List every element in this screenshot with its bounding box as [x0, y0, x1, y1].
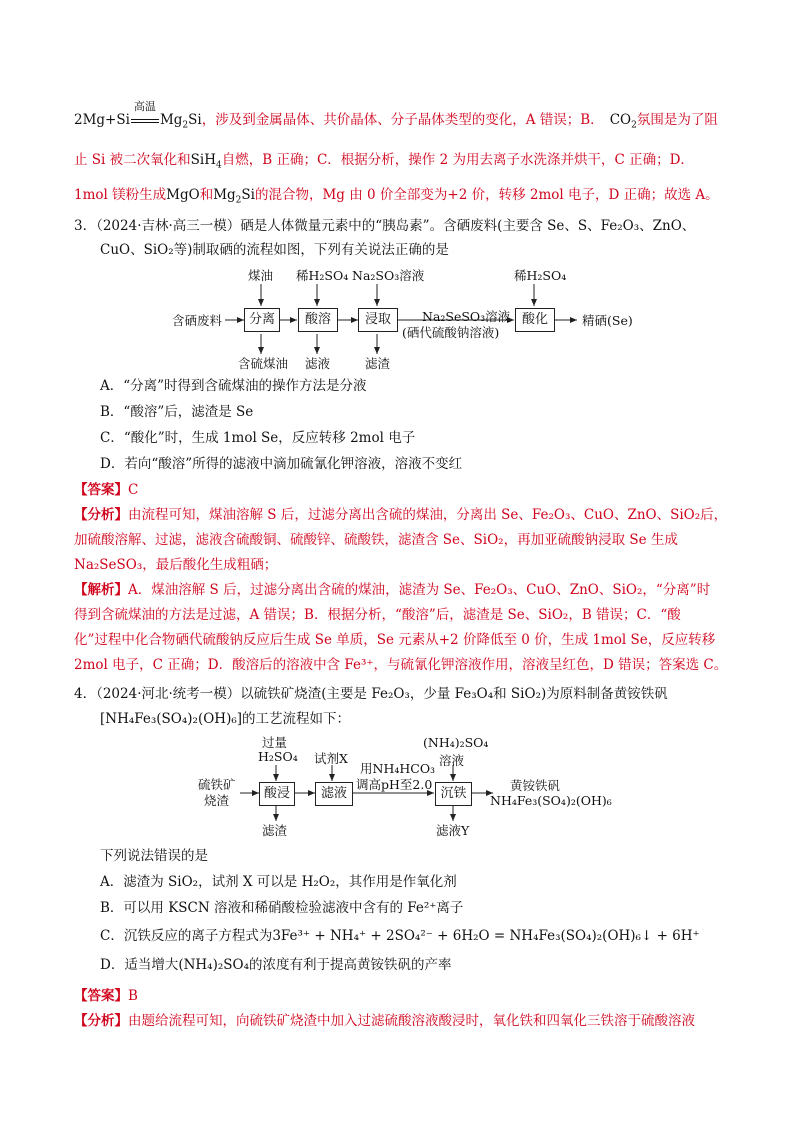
q2-co2-sub: 2: [631, 120, 637, 131]
q2-line-3: [74, 185, 719, 205]
q4-flow-input-2: 烧渣: [204, 793, 230, 808]
q4-flow-top-h2so4: H₂SO₄: [258, 749, 298, 764]
q3-answer-value: C: [128, 482, 139, 498]
q2-line3-b: 和: [199, 187, 214, 203]
q3-flow-box-acidify: 酸化: [515, 308, 555, 332]
q2-sih4-sub: 4: [216, 160, 222, 171]
q3-option-a: A．“分离”时得到含硫煤油的操作方法是分液: [100, 378, 367, 394]
q2-line-1: [74, 100, 718, 131]
q4-flow-box-filtrate: 滤液: [315, 782, 353, 806]
q3-stem-line-1: 3．（2024·吉林·高三一模）硒是人体微量元素中的“胰岛素”。含硒废料(主要含 Se、S、Fe₂O₃、ZnO、: [74, 218, 696, 234]
q2-eq-arrow: [130, 100, 160, 130]
q2-line2-text-b: 自燃，B 正确；C．根据分析，操作 2 为用去离子水洗涤并烘干，C 正确；D．: [221, 152, 694, 168]
q4-flow-top-excess: 过量: [262, 735, 288, 750]
q4-flow-bot-residue: 滤渣: [262, 823, 288, 838]
q3-flow-top-h2so4-2: 稀H₂SO₄: [514, 268, 567, 283]
q3-flow-box-leach: 浸取: [358, 308, 398, 332]
q4-stem-line-1: 4．（2024·河北·统考一模）以硫铁矿烧渣(主要是 Fe₂O₃，少量 Fe₃O₄和 SiO₂)为原料制备黄铵铁矾: [74, 686, 668, 702]
q3-flow-input: 含硒废料: [172, 313, 223, 328]
q3-stem-line-2: CuO、SiO₂等)制取硒的流程如图，下列有关说法正确的是: [100, 242, 449, 258]
q4-flow-top-solution: 溶液: [439, 753, 465, 768]
q4-option-c-equation: 3Fe³⁺ + NH₄⁺ + 2SO₄²⁻ + 6H₂O = NH₄Fe₃(SO₄)₂(OH)₆↓ + 6H⁺: [272, 928, 700, 944]
q4-flow-bot-filtrate-y: 滤液Y: [436, 823, 470, 838]
q3-flow-output: 精硒(Se): [582, 313, 633, 328]
q4-answer-tag: 【答案】: [74, 988, 128, 1004]
q2-mgo: MgO: [166, 187, 200, 203]
q3-flow-box-acid-dissolve: 酸溶: [298, 308, 338, 332]
q4-answer-value: B: [128, 988, 138, 1004]
q2-line1-text-a: ，涉及到金属晶体、共价晶体、分子晶体类型的变化，A 错误；B．: [201, 112, 604, 128]
q2-line2-text-a: 止 Si 被二次氧化和: [74, 152, 191, 168]
q4-option-b: B．可以用 KSCN 溶液和稀硝酸检验滤液中含有的 Fe²⁺离子: [100, 900, 464, 916]
q4-prompt: 下列说法错误的是: [100, 848, 208, 864]
q2-co2: CO: [609, 112, 632, 128]
q4-stem-line-2: [NH₄Fe₃(SO₄)₂(OH)₆]的工艺流程如下：: [100, 711, 351, 727]
q2-sih4: SiH: [190, 152, 216, 168]
q3-analysis-line-3: Na₂SeSO₃，最后酸化生成粗硒；: [74, 557, 278, 573]
q3-flow-top-h2so4: 稀H₂SO₄: [296, 268, 349, 283]
q3-analysis-line-2: 加硫酸溶解、过滤，滤液含硫酸铜、硫酸锌、硫酸铁，滤渣含 Se、SiO₂，再加亚硫酸钠浸取 Se 生成: [74, 532, 678, 548]
q3-explain-line-3: 化”过程中化合物硒代硫酸钠反应后生成 Se 单质，Se 元素从+2 价降低至 0 价，生成 1mol Se，反应转移: [74, 632, 716, 648]
q3-flow-top-kerosene: 煤油: [248, 268, 274, 283]
q3-answer-tag: 【答案】: [74, 482, 128, 498]
q3-explain-line-1: [74, 580, 710, 600]
q4-option-a: A．滤渣为 SiO₂，试剂 X 可以是 H₂O₂，其作用是作氧化剂: [100, 874, 457, 890]
q3-analysis-text-1: 由流程可知，煤油溶解 S 后，过滤分离出含硫的煤油，分离出 Se、Fe₂O₃、CuO、ZnO、SiO₂后，: [128, 507, 728, 523]
q2-eq-condition: 高温: [133, 100, 156, 113]
q3-flow-bot-sulfur-kerosene: 含硫煤油: [238, 356, 289, 371]
q3-flow-box-separate: 分离: [244, 308, 280, 332]
q4-flow-top-ph: 调高pH至2.0: [356, 777, 433, 792]
q3-flow-bot-residue: 滤渣: [365, 356, 391, 371]
q3-explain-line-4: 2mol 电子，C 正确；D．酸溶后的溶液中含 Fe³⁺，与硫氰化钾溶液作用，溶液呈红色，D 错误；答案选 C。: [74, 657, 728, 673]
q3-option-d: D．若向“酸溶”所得的滤液中滴加硫氰化钾溶液，溶液不变红: [100, 456, 463, 472]
q4-flow-top-nh4hco3: 用NH₄HCO₃: [360, 761, 436, 776]
q3-flow-top-na2so3: Na₂SO₃溶液: [352, 268, 425, 283]
q2-eq-right-end: Si: [188, 112, 202, 128]
q2-line3-a: 1mol 镁粉生成: [74, 187, 167, 203]
q3-explain-tag: 【解析】: [74, 582, 128, 598]
q4-flow-top-reagent-x: 试剂X: [314, 751, 348, 766]
q3-flow-bot-filtrate: 滤液: [305, 356, 331, 371]
q2-line1-text-b: 氛围是为了阻: [636, 112, 718, 128]
q3-analysis-tag: 【分析】: [74, 507, 128, 523]
q3-flow-mid-desc: (硒代硫酸钠溶液): [402, 325, 500, 340]
q3-option-b: B．“酸溶”后，滤渣是 Se: [100, 404, 254, 420]
q4-option-c: [100, 926, 700, 946]
q4-analysis-text-1: 由题给流程可知，向硫铁矿烧渣中加入过滤硫酸溶液酸浸时，氧化铁和四氧化三铁溶于硫酸溶液: [128, 1013, 695, 1029]
q3-analysis-line-1: [74, 505, 727, 525]
q3-flow-mid-na2seso3: Na₂SeSO₃溶液: [422, 309, 511, 324]
q4-answer: [74, 986, 138, 1006]
q4-flow-input-1: 硫铁矿: [198, 777, 236, 792]
q3-option-c: C．“酸化”时，生成 1mol Se，反应转移 2mol 电子: [100, 430, 416, 446]
q4-flow-box-precipitate-iron: 沉铁: [435, 782, 472, 806]
q4-flow-box-acid-leach: 酸浸: [259, 782, 295, 806]
q2-mg2si-end: Si: [241, 187, 255, 203]
q2-eq-right-sub: 2: [182, 120, 189, 131]
q2-line-2: [74, 150, 694, 170]
q4-flow-output-name: 黄铵铁矾: [510, 778, 561, 793]
q4-analysis-tag: 【分析】: [74, 1013, 128, 1029]
q4-option-c-text: C．沉铁反应的离子方程式为: [100, 928, 273, 944]
q2-mg2si-sub: 2: [235, 195, 242, 206]
q3-explain-text-1: A．煤油溶解 S 后，过滤分离出含硫的煤油，滤渣为 Se、Fe₂O₃、CuO、ZnO、SiO₂，“分离”时: [128, 582, 711, 598]
q4-flow-top-nh4so4: (NH₄)₂SO₄: [423, 735, 489, 750]
q2-eq-right: Mg: [159, 112, 183, 128]
q2-eq-left: 2Mg+Si: [74, 112, 130, 128]
q4-option-d: D．适当增大(NH₄)₂SO₄的浓度有利于提高黄铵铁矾的产率: [100, 957, 452, 973]
q2-line3-c: 的混合物，Mg 由 0 价全部变为+2 价，转移 2mol 电子，D 正确；故选 A。: [254, 187, 719, 203]
q3-answer: [74, 480, 138, 500]
q4-flow-output-formula: NH₄Fe₃(SO₄)₂(OH)₆: [490, 793, 612, 808]
q2-mg2si: Mg: [213, 187, 236, 203]
q4-analysis-line-1: [74, 1011, 695, 1031]
q3-explain-line-2: 得到含硫煤油的方法是过滤，A 错误；B．根据分析，“酸溶”后，滤渣是 Se、SiO₂，B 错误；C．“酸: [74, 607, 681, 623]
